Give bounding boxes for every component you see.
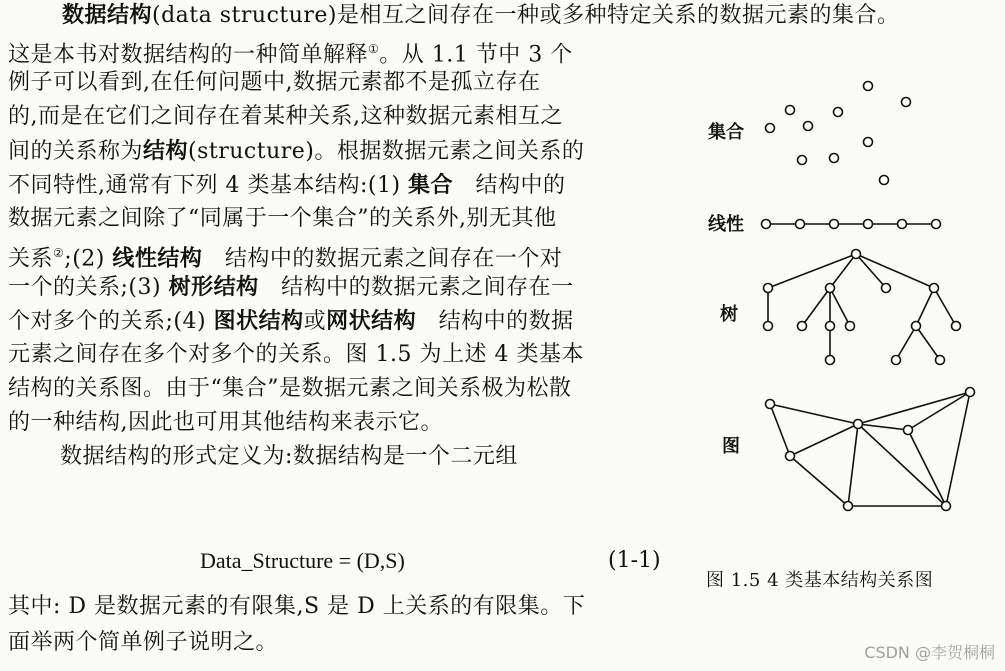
line-text: (structure)。根据数据元素之间关系的 xyxy=(188,139,585,164)
label-graph: 图 xyxy=(722,436,740,457)
line-text: 关系 xyxy=(8,246,54,272)
tree-edge xyxy=(896,326,916,360)
set-node xyxy=(798,156,807,165)
set-node xyxy=(834,108,843,117)
tree-node xyxy=(882,284,891,293)
paragraph-line xyxy=(8,270,574,305)
paragraph-line: 元素之间存在多个对多个的关系。图 1.5 为上述 4 类基本 xyxy=(8,342,584,367)
graph-edge xyxy=(858,424,908,430)
label-set: 集合 xyxy=(708,122,744,143)
paragraph-line xyxy=(8,168,566,203)
term-tree: 树形结构 xyxy=(168,274,259,300)
set-node xyxy=(880,176,889,185)
graph-edge xyxy=(790,456,848,506)
graph-node xyxy=(766,400,775,409)
paragraph-line: 数据元素之间除了“同属于一个集合”的关系外,别无其他 xyxy=(8,206,557,231)
graph-edge xyxy=(908,392,970,430)
line-text: 或 xyxy=(303,309,327,334)
graph-edge xyxy=(946,392,970,506)
set-node xyxy=(864,82,873,91)
figure-caption: 图 1.5 4 类基本结构关系图 xyxy=(706,570,934,591)
line-text: ;(2) xyxy=(64,246,113,272)
graph-edge xyxy=(858,424,946,506)
graph-edge xyxy=(770,404,858,424)
line-text: 结构中的 xyxy=(453,173,566,198)
linear-node xyxy=(932,220,941,229)
line-text: (data structure)是相互之间存在一种或多种特定关系的数据元素的集合。 xyxy=(152,3,900,28)
graph-node xyxy=(942,502,951,511)
set-node xyxy=(902,98,911,107)
set-node xyxy=(864,138,873,147)
linear-node xyxy=(830,220,839,229)
tree-edge xyxy=(830,288,850,326)
tree-node xyxy=(952,322,961,331)
line-text: 一个的关系;(3) xyxy=(8,275,169,300)
tree-node xyxy=(826,356,835,365)
set-node xyxy=(830,154,839,163)
line-text: 。从 1.1 节中 3 个 xyxy=(379,42,573,68)
set-node xyxy=(786,106,795,115)
tree-node xyxy=(798,322,807,331)
label-tree: 树 xyxy=(720,304,738,325)
tree-edge xyxy=(802,288,830,326)
tree-node xyxy=(764,322,773,331)
line-text: 这是本书对数据结构的一种简单解释 xyxy=(8,42,369,68)
tree-edge xyxy=(934,288,956,326)
graph-edge xyxy=(790,424,858,456)
term-structure: 结构 xyxy=(143,138,189,164)
formula-number: (1-1) xyxy=(608,548,661,573)
linear-node xyxy=(796,220,805,229)
set-node xyxy=(766,124,775,133)
tree-node xyxy=(826,284,835,293)
paragraph-line xyxy=(8,134,584,169)
tree-node xyxy=(912,322,921,331)
line-text: 间的关系称为 xyxy=(8,139,144,164)
label-linear: 线性 xyxy=(708,214,744,235)
tree-edge xyxy=(856,254,886,288)
linear-node xyxy=(864,220,873,229)
paragraph-line xyxy=(8,304,574,339)
graph-edge xyxy=(908,430,946,506)
graph-edge xyxy=(848,424,858,506)
tree-edge xyxy=(916,288,934,326)
line-text: 个对多个的关系;(4) xyxy=(8,309,214,334)
linear-node xyxy=(762,220,771,229)
tree-node xyxy=(936,356,945,365)
graph-node xyxy=(786,452,795,461)
paragraph-line: 数据结构的形式定义为:数据结构是一个二元组 xyxy=(60,444,518,469)
line-text: 不同特性,通常有下列 4 类基本结构:(1) xyxy=(8,173,409,198)
term-graph: 图状结构 xyxy=(213,308,304,334)
graph-edge xyxy=(770,404,790,456)
graph-node xyxy=(844,502,853,511)
paragraph-line: 结构的关系图。由于“集合”是数据元素之间关系极为松散 xyxy=(8,376,572,401)
footnote-mark: ② xyxy=(53,246,65,260)
nodes xyxy=(762,82,975,511)
graph-node xyxy=(966,388,975,397)
tree-node xyxy=(846,322,855,331)
tree-edge xyxy=(856,254,934,288)
term-linear: 线性结构 xyxy=(112,245,203,272)
graph-node xyxy=(904,426,913,435)
term-set: 集合 xyxy=(408,172,454,198)
line-text: 结构中的数据 xyxy=(416,309,574,334)
tree-edge xyxy=(916,326,940,360)
line-text: 结构中的数据元素之间存在一个对 xyxy=(202,246,563,272)
graph-node xyxy=(854,420,863,429)
paragraph-line: 的一种结构,因此也可用其他结构来表示它。 xyxy=(8,410,443,435)
tree-node xyxy=(892,356,901,365)
line-text: 结构中的数据元素之间存在一 xyxy=(258,275,574,300)
paragraph-line xyxy=(62,0,900,33)
linear-node xyxy=(898,220,907,229)
paragraph-line: 其中: D 是数据元素的有限集,S 是 D 上关系的有限集。下 xyxy=(8,594,586,619)
structure-diagram xyxy=(690,70,990,580)
figure-1-5 xyxy=(690,70,990,580)
tree-node xyxy=(930,284,939,293)
watermark: CSDN @李贺桐桐 xyxy=(864,643,995,662)
term-network: 网状结构 xyxy=(326,308,417,334)
paragraph-line: 例子可以看到,在任何问题中,数据元素都不是孤立存在 xyxy=(8,70,541,95)
tree-node xyxy=(826,322,835,331)
formula: Data_Structure = (D,S) xyxy=(200,548,405,573)
tree-node xyxy=(852,250,861,259)
graph-edge xyxy=(858,392,970,424)
tree-node xyxy=(764,284,773,293)
footnote-mark: ① xyxy=(368,42,380,56)
paragraph-line: 面举两个简单例子说明之。 xyxy=(8,630,279,655)
set-node xyxy=(804,122,813,131)
term-data-structure: 数据结构 xyxy=(62,2,153,28)
paragraph-line: 的,而是在它们之间存在着某种关系,这种数据元素相互之 xyxy=(8,104,563,129)
